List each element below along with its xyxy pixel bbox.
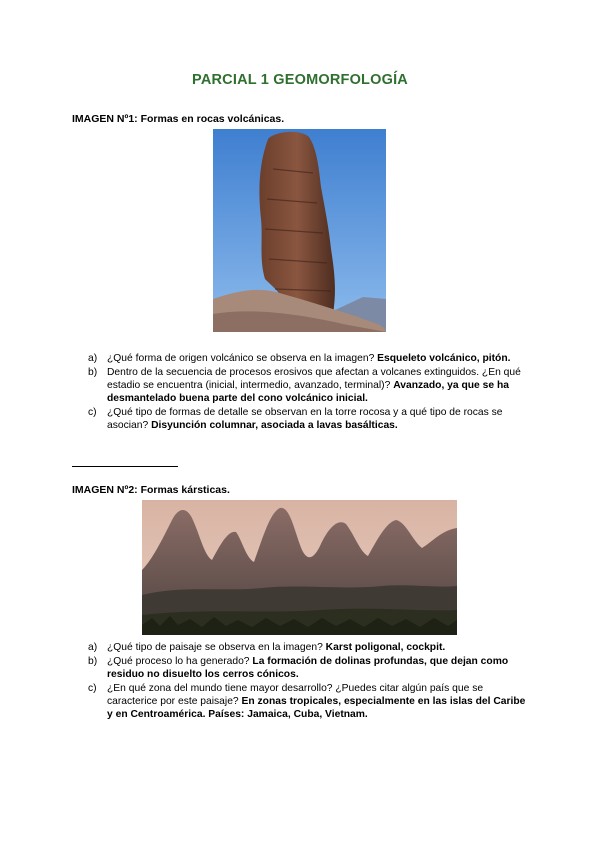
answer-text: Karst poligonal, cockpit. — [325, 642, 446, 653]
question-text: ¿Qué tipo de paisaje se observa en la imagen? — [107, 642, 326, 653]
item-label: b) — [88, 367, 98, 378]
list-item — [88, 352, 528, 365]
question-text: Dentro de la secuencia de procesos erosivos que afectan a volcanes extinguidos. ¿En qué estadio se encuentra (inicial, intermedio, avanzado, terminal)? — [107, 367, 521, 391]
item-label: a) — [88, 642, 98, 653]
item-label: c) — [88, 407, 97, 418]
item-label: a) — [88, 353, 98, 364]
question-text: ¿Qué proceso lo ha generado? — [107, 656, 253, 667]
question-text: ¿Qué tipo de formas de detalle se observan en la torre rocosa y a qué tipo de rocas se asocian? — [107, 407, 503, 431]
volcanic-rock-photo — [213, 129, 386, 332]
question-text: ¿Qué forma de origen volcánico se observa en la imagen? — [107, 353, 378, 364]
answer-text: En zonas tropicales, especialmente en las islas del Caribe y en Centroamérica. Países: Jamaica, Cuba, Vietnam. — [107, 696, 526, 720]
question-text: ¿En qué zona del mundo tiene mayor desarrollo? ¿Puedes citar algún país que se caracterice por este paisaje? — [107, 683, 484, 707]
answer-text: La formación de dolinas profundas, que dejan como residuo no disuelto los cerros cónicos. — [107, 656, 509, 680]
document-title: PARCIAL 1 GEOMORFOLOGÍA — [192, 72, 408, 88]
list-item — [88, 406, 528, 432]
list-item — [88, 366, 528, 405]
section-divider — [72, 466, 178, 467]
section1-heading: IMAGEN Nº1: Formas en rocas volcánicas. — [72, 113, 285, 125]
answer-text: Avanzado, ya que se ha desmantelado buena parte del cono volcánico inicial. — [107, 380, 509, 404]
answer-text: Esqueleto volcánico, pitón. — [377, 353, 511, 364]
section2-heading: IMAGEN Nº2: Formas kársticas. — [72, 484, 230, 496]
list-item — [88, 682, 528, 721]
section2-questions — [88, 641, 528, 722]
answer-text: Disyunción columnar, asociada a lavas basálticas. — [151, 420, 398, 431]
list-item — [88, 655, 528, 681]
list-item — [88, 641, 528, 654]
karst-landscape-photo — [142, 500, 457, 635]
item-label: b) — [88, 656, 98, 667]
item-label: c) — [88, 683, 97, 694]
section1-questions — [88, 352, 528, 433]
